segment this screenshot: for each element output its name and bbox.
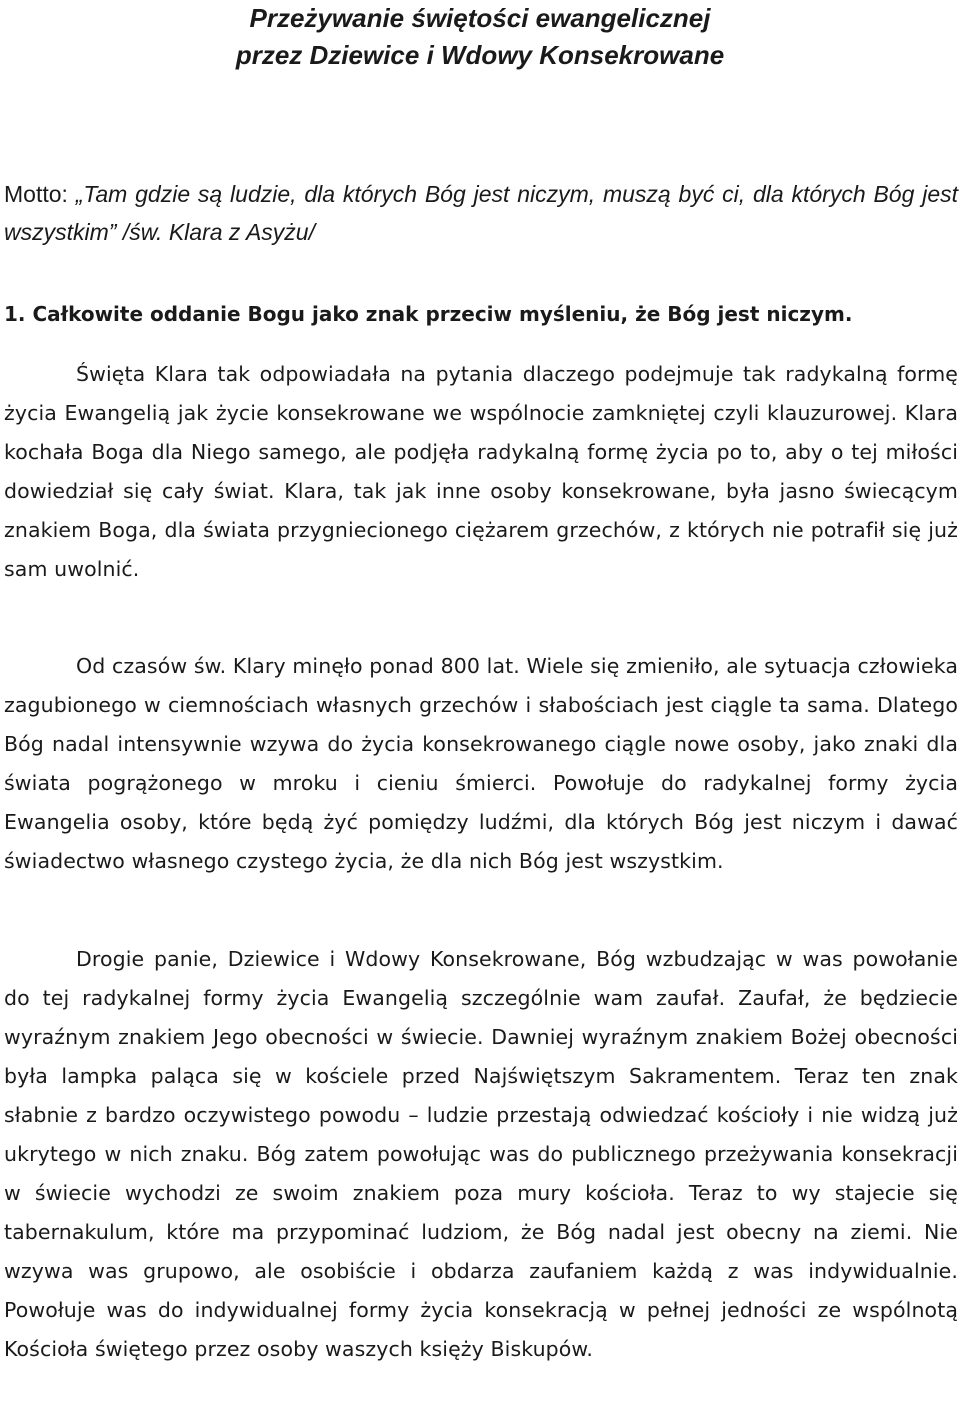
paragraph-3: Drogie panie, Dziewice i Wdowy Konsekrowane, Bóg wzbudzając w was powołanie do tej radykalnej formy życia Ewangelią szczególnie wam zaufał. Zaufał, że będziecie wyraźnym znakiem Jego obecności w świecie. Dawniej wyraźnym znakiem Bożej obecności była lampka paląca się w kościele przed Najświętszym Sakramentem. Teraz ten znak słabnie z bardzo oczywistego powodu – ludzie przestają odwiedzać kościoły i nie widzą już ukrytego w nich znaku. Bóg zatem powołując was do publicznego przeżywania konsekracji w świecie wychodzi ze swoim znakiem poza mury kościoła. Teraz to wy stajecie się tabernakulum, które ma przypominać ludziom, że Bóg nadal jest obecny na ziemi. Nie wzywa was grupowo, ale osobiście i obdarza zaufaniem każdą z was indywidualnie. Powołuje was do indywidualnej formy życia konsekracją w pełnej jedności ze wspólnotą Kościoła świętego przez osoby waszych księży Biskupów. [4, 947, 958, 1361]
motto-label: Motto: [4, 181, 76, 207]
section-heading: 1. Całkowite oddanie Bogu jako znak przeciw myśleniu, że Bóg jest niczym. [4, 302, 853, 326]
paragraph-2: Od czasów św. Klary minęło ponad 800 lat. Wiele się zmieniło, ale sytuacja człowieka zagubionego w ciemnościach własnych grzechów i słabościach jest ciągle ta sama. Dlatego Bóg nadal intensywnie wzywa do życia konsekrowanego ciągle nowe osoby, jako znaki dla świata pogrążonego w mroku i cieniu śmierci. Powołuje do radykalnej formy życia Ewangelia osoby, które będą żyć pomiędzy ludźmi, dla których Bóg jest niczym i dawać świadectwo własnego czystego życia, że dla nich Bóg jest wszystkim. [4, 654, 958, 873]
motto [4, 175, 958, 251]
title-line-2: przez Dziewice i Wdowy Konsekrowane [235, 40, 725, 70]
motto-quote: „Tam gdzie są ludzie, dla których Bóg jest niczym, muszą być ci, dla których Bóg jest wszystkim” /św. Klara z Asyżu/ [4, 181, 958, 245]
paragraph-1: Święta Klara tak odpowiadała na pytania dlaczego podejmuje tak radykalną formę życia Ewangelią jak życie konsekrowane we wspólnocie zamkniętej czyli klauzurowej. Klara kochała Boga dla Niego samego, ale podjęła radykalną formę życia po to, aby o tej miłości dowiedział się cały świat. Klara, tak jak inne osoby konsekrowane, była jasno świecącym znakiem Boga, dla świata przygniecionego ciężarem grzechów, z których nie potrafił się już sam uwolnić. [4, 362, 958, 581]
title-line-1: Przeżywanie świętości ewangelicznej [249, 3, 711, 33]
document-title [0, 0, 960, 74]
